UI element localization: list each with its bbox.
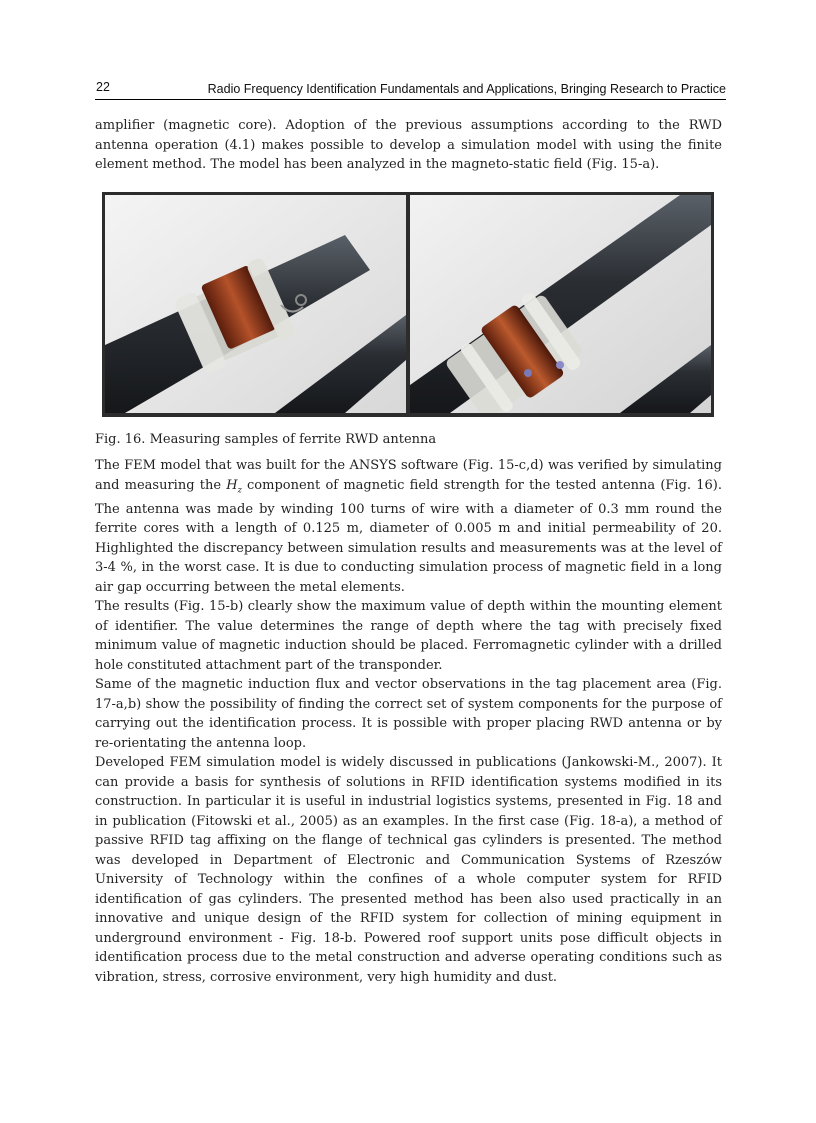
antenna-photo-right (410, 195, 711, 413)
observations-paragraph: Same of the magnetic induction flux and vector observations in the tag placement area (Fig. 17-a,b) show the possibility of finding the correct set of system components for the purpose of carrying out the identification process. It is possible with proper placing RWD antenna or by re-orientating the antenna loop. (95, 677, 722, 751)
main-text (95, 456, 722, 987)
ferrite-antenna-sample-image-right (410, 195, 711, 413)
fem-text-before: The FEM model that was built for the ANSYS software (Fig. 15-c,d) was verified by simulating and measuring the (95, 458, 722, 493)
hz-symbol: $H_z$ (226, 477, 242, 495)
page-number: 22 (96, 80, 110, 94)
running-header (95, 79, 726, 100)
fem-paragraph (95, 456, 722, 597)
ferrite-antenna-sample-image-left (105, 195, 406, 413)
fem-model-paragraph: Developed FEM simulation model is widely discussed in publications (Jankowski-M., 2007). It can provide a basis for synthesis of solutions in RFID identification systems modified in its construction. In particular it is useful in industrial logistics systems, presented in Fig. 18 and in publication (Fitowski et al., 2005) as an examples. In the first case (Fig. 18-a), a method of passive RFID tag affixing on the flange of technical gas cylinders is presented. The method was developed in Department of Electronic and Communication Systems of Rzeszów University of Technology within the confines of a whole computer system for RFID identification of gas cylinders. The presented method has been also used practically in an innovative and unique design of the RFID system for collection of mining equipment in underground environment - Fig. 18-b. Powered roof support units pose difficult objects in identification process due to the metal construction and adverse operating conditions such as vibration, stress, corrosive environment, very high humidity and dust. (95, 755, 722, 985)
antenna-photo-left (105, 195, 406, 413)
figure-16 (102, 192, 714, 417)
fem-text-after: component of magnetic field strength for the tested antenna (Fig. 16). The antenna was made by winding 100 turns of wire with a diameter of 0.3 mm round the ferrite cores with a length of 0.125 m, diameter of 0.005 m and initial permeability of 20. Highlighted the discrepancy between simulation results and measurements was at the level of 3-4 %, in the worst case. It is due to conducting simulation process of magnetic field in a long air gap occurring between the metal elements. (95, 477, 722, 595)
figure-caption: Fig. 16. Measuring samples of ferrite RWD antenna (95, 432, 437, 447)
intro-paragraph: amplifier (magnetic core). Adoption of the previous assumptions according to the RWD antenna operation (4.1) makes possible to develop a simulation model with using the finite element method. The model has been analyzed in the magneto-static field (Fig. 15-a). (95, 118, 722, 172)
running-title: Radio Frequency Identification Fundamentals and Applications, Bringing Research to Practice (207, 82, 726, 96)
results-paragraph: The results (Fig. 15-b) clearly show the maximum value of depth within the mounting element of identifier. The value determines the range of depth where the tag with precisely fixed minimum value of magnetic induction should be placed. Ferromagnetic cylinder with a drilled hole constituted attachment part of the transponder. (95, 599, 722, 673)
